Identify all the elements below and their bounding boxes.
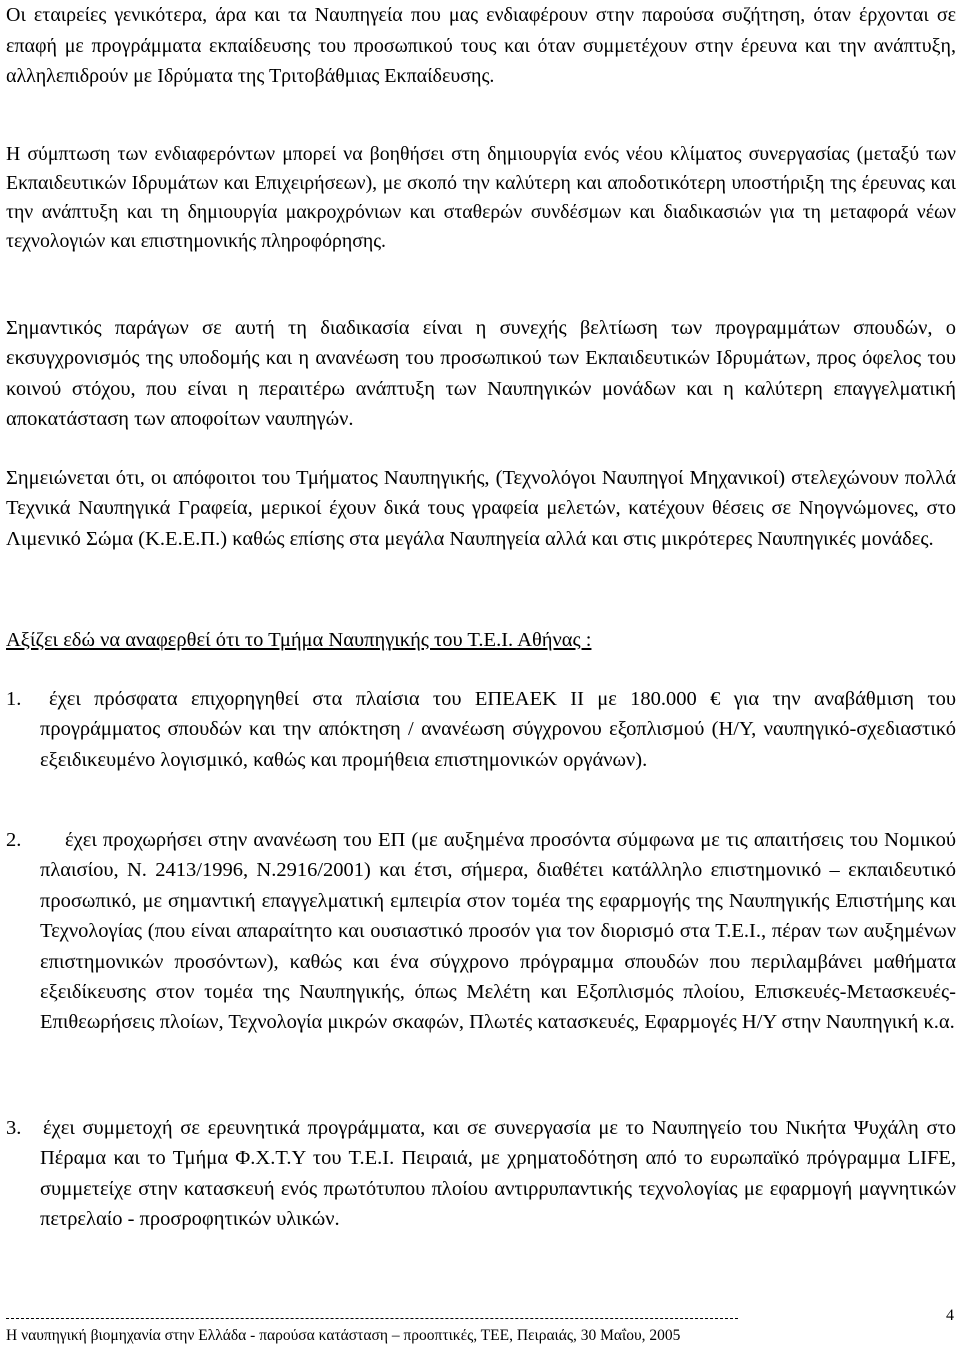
list-item-number: 2. [6,829,22,851]
page-number: 4 [946,1307,954,1324]
list-item [6,1113,956,1258]
footer-divider [6,1318,738,1319]
list-item [6,825,956,1105]
paragraph-3: Σημαντικός παράγων σε αυτή τη διαδικασία είναι η συνεχής βελτίωση των προγραμμάτων σπουδών, ο εκσυγχρονισμός της υποδομής και η ανανέωση του προσωπικού των Εκπαιδευτικών Ιδρυμάτων, προς όφελος του κοινού στόχου, που είναι η περαιτέρω ανάπτυξη των Ναυπηγικών μονάδων και η καλύτερη επαγγελματική αποκατάσταση των αποφοίτων ναυπηγών. [6,317,956,431]
paragraph-2: Η σύμπτωση των ενδιαφερόντων μπορεί να βοηθήσει στη δημιουργία ενός νέου κλίματος συνεργασίας (μεταξύ των Εκπαιδευτικών Ιδρυμάτων και Επιχειρήσεων), με σκοπό την καλύτερη και αποδοτικότερη υποστήριξη της έρευνας και την ανάπτυξη και τη δημιουργία μακροχρόνιων και σταθερών συνδέσμων και διαδικασιών για τη μεταφορά νέων τεχνολογιών και επιστημονικής πληροφόρησης. [6,143,956,252]
footer-text: Η ναυπηγική βιομηχανία στην Ελλάδα - παρούσα κατάσταση – προοπτικές, ΤΕΕ, Πειραιάς, 30 Μαΐου, 2005 [6,1327,681,1344]
list-item-text: έχει προχωρήσει στην ανανέωση του ΕΠ (με αυξημένα προσόντα σύμφωνα με τις απαιτήσεις του Νομικού πλαισίου, Ν. 2413/1996, Ν.2916/2001) και έτσι, σήμερα, διαθέτει κατάλληλο επιστημονικό – εκπαιδευτικό προσωπικό, με σημαντική επαγγελματική εμπειρία στον τομέα της εφαρμογής της Ναυπηγικής Επιστήμης και Τεχνολογίας (που είναι απαραίτητο και ουσιαστικό προσόν για τον διορισμό στα Τ.Ε.Ι., πέραν των αυξημένων επιστημονικών προσόντων), καθώς και ένα σύγχρονο πρόγραμμα σπουδών που περιλαμβάνει μαθήματα εξειδίκευσης στον τομέα της Ναυπηγικής, όπως Μελέτη και Εξοπλισμός πλοίου, Επισκευές-Μετασκευές-Επιθεωρήσεις πλοίων, Τεχνολογία μικρών σκαφών, Πλωτές κατασκευές, Εφαρμογές Η/Υ στην Ναυπηγική κ.α. [40,829,956,1034]
list-item [6,684,956,814]
list-item-text: έχει συμμετοχή σε ερευνητικά προγράμματα, και σε συνεργασία με το Ναυπηγείο του Νικήτα Ψυχάλη στο Πέραμα και το Τμήμα Φ.Χ.Τ.Υ του Τ.Ε.Ι. Πειραιά, με χρηματοδότηση από το ευρωπαϊκό πρόγραμμα LIFE, συμμετείχε στην κατασκευή ενός πρωτότυπου πλοίου αντιρρυπαντικής τεχνολογίας με εφαρμογή μαγνητικών πετρελαίο - προσροφητικών υλικών. [40,1117,956,1231]
paragraph-1: Οι εταιρείες γενικότερα, άρα και τα Ναυπηγεία που μας ενδιαφέρουν στην παρούσα συζήτηση, όταν έρχονται σε επαφή με προγράμματα εκπαίδευσης του προσωπικού τους και όταν συμμετέχουν στην έρευνα και την ανάπτυξη, αλληλεπιδρούν με Ιδρύματα της Τριτοβάθμιας Εκπαίδευσης. [6,4,956,87]
section-heading: Αξίζει εδώ να αναφερθεί ότι το Τμήμα Ναυπηγικής του Τ.Ε.Ι. Αθήνας : [6,629,592,651]
paragraph-4: Σημειώνεται ότι, οι απόφοιτοι του Τμήματος Ναυπηγικής, (Τεχνολόγοι Ναυπηγοί Μηχανικοί) στελεχώνουν πολλά Τεχνικά Ναυπηγικά Γραφεία, μερικοί έχουν δικά τους γραφεία μελετών, κατέχουν θέσεις σε Νηογνώμονες, στο Λιμενικό Σώμα (Κ.Ε.Ε.Π.) καθώς επίσης στα μεγάλα Ναυπηγεία αλλά και στις μικρότερες Ναυπηγικές μονάδες. [6,467,956,550]
list-item-number: 3. [6,1117,22,1139]
list-item-number: 1. [6,688,22,710]
list-item-text: έχει πρόσφατα επιχορηγηθεί στα πλαίσια του ΕΠΕΑΕΚ ΙΙ με 180.000 € για την αναβάθμιση του προγράμματος σπουδών και την απόκτηση / ανανέωση σύγχρονου εξοπλισμού (Η/Υ, ναυπηγικό-σχεδιαστικό εξειδικευμένο λογισμικό, καθώς και προμήθεια επιστημονικών οργάνων). [40,688,956,771]
